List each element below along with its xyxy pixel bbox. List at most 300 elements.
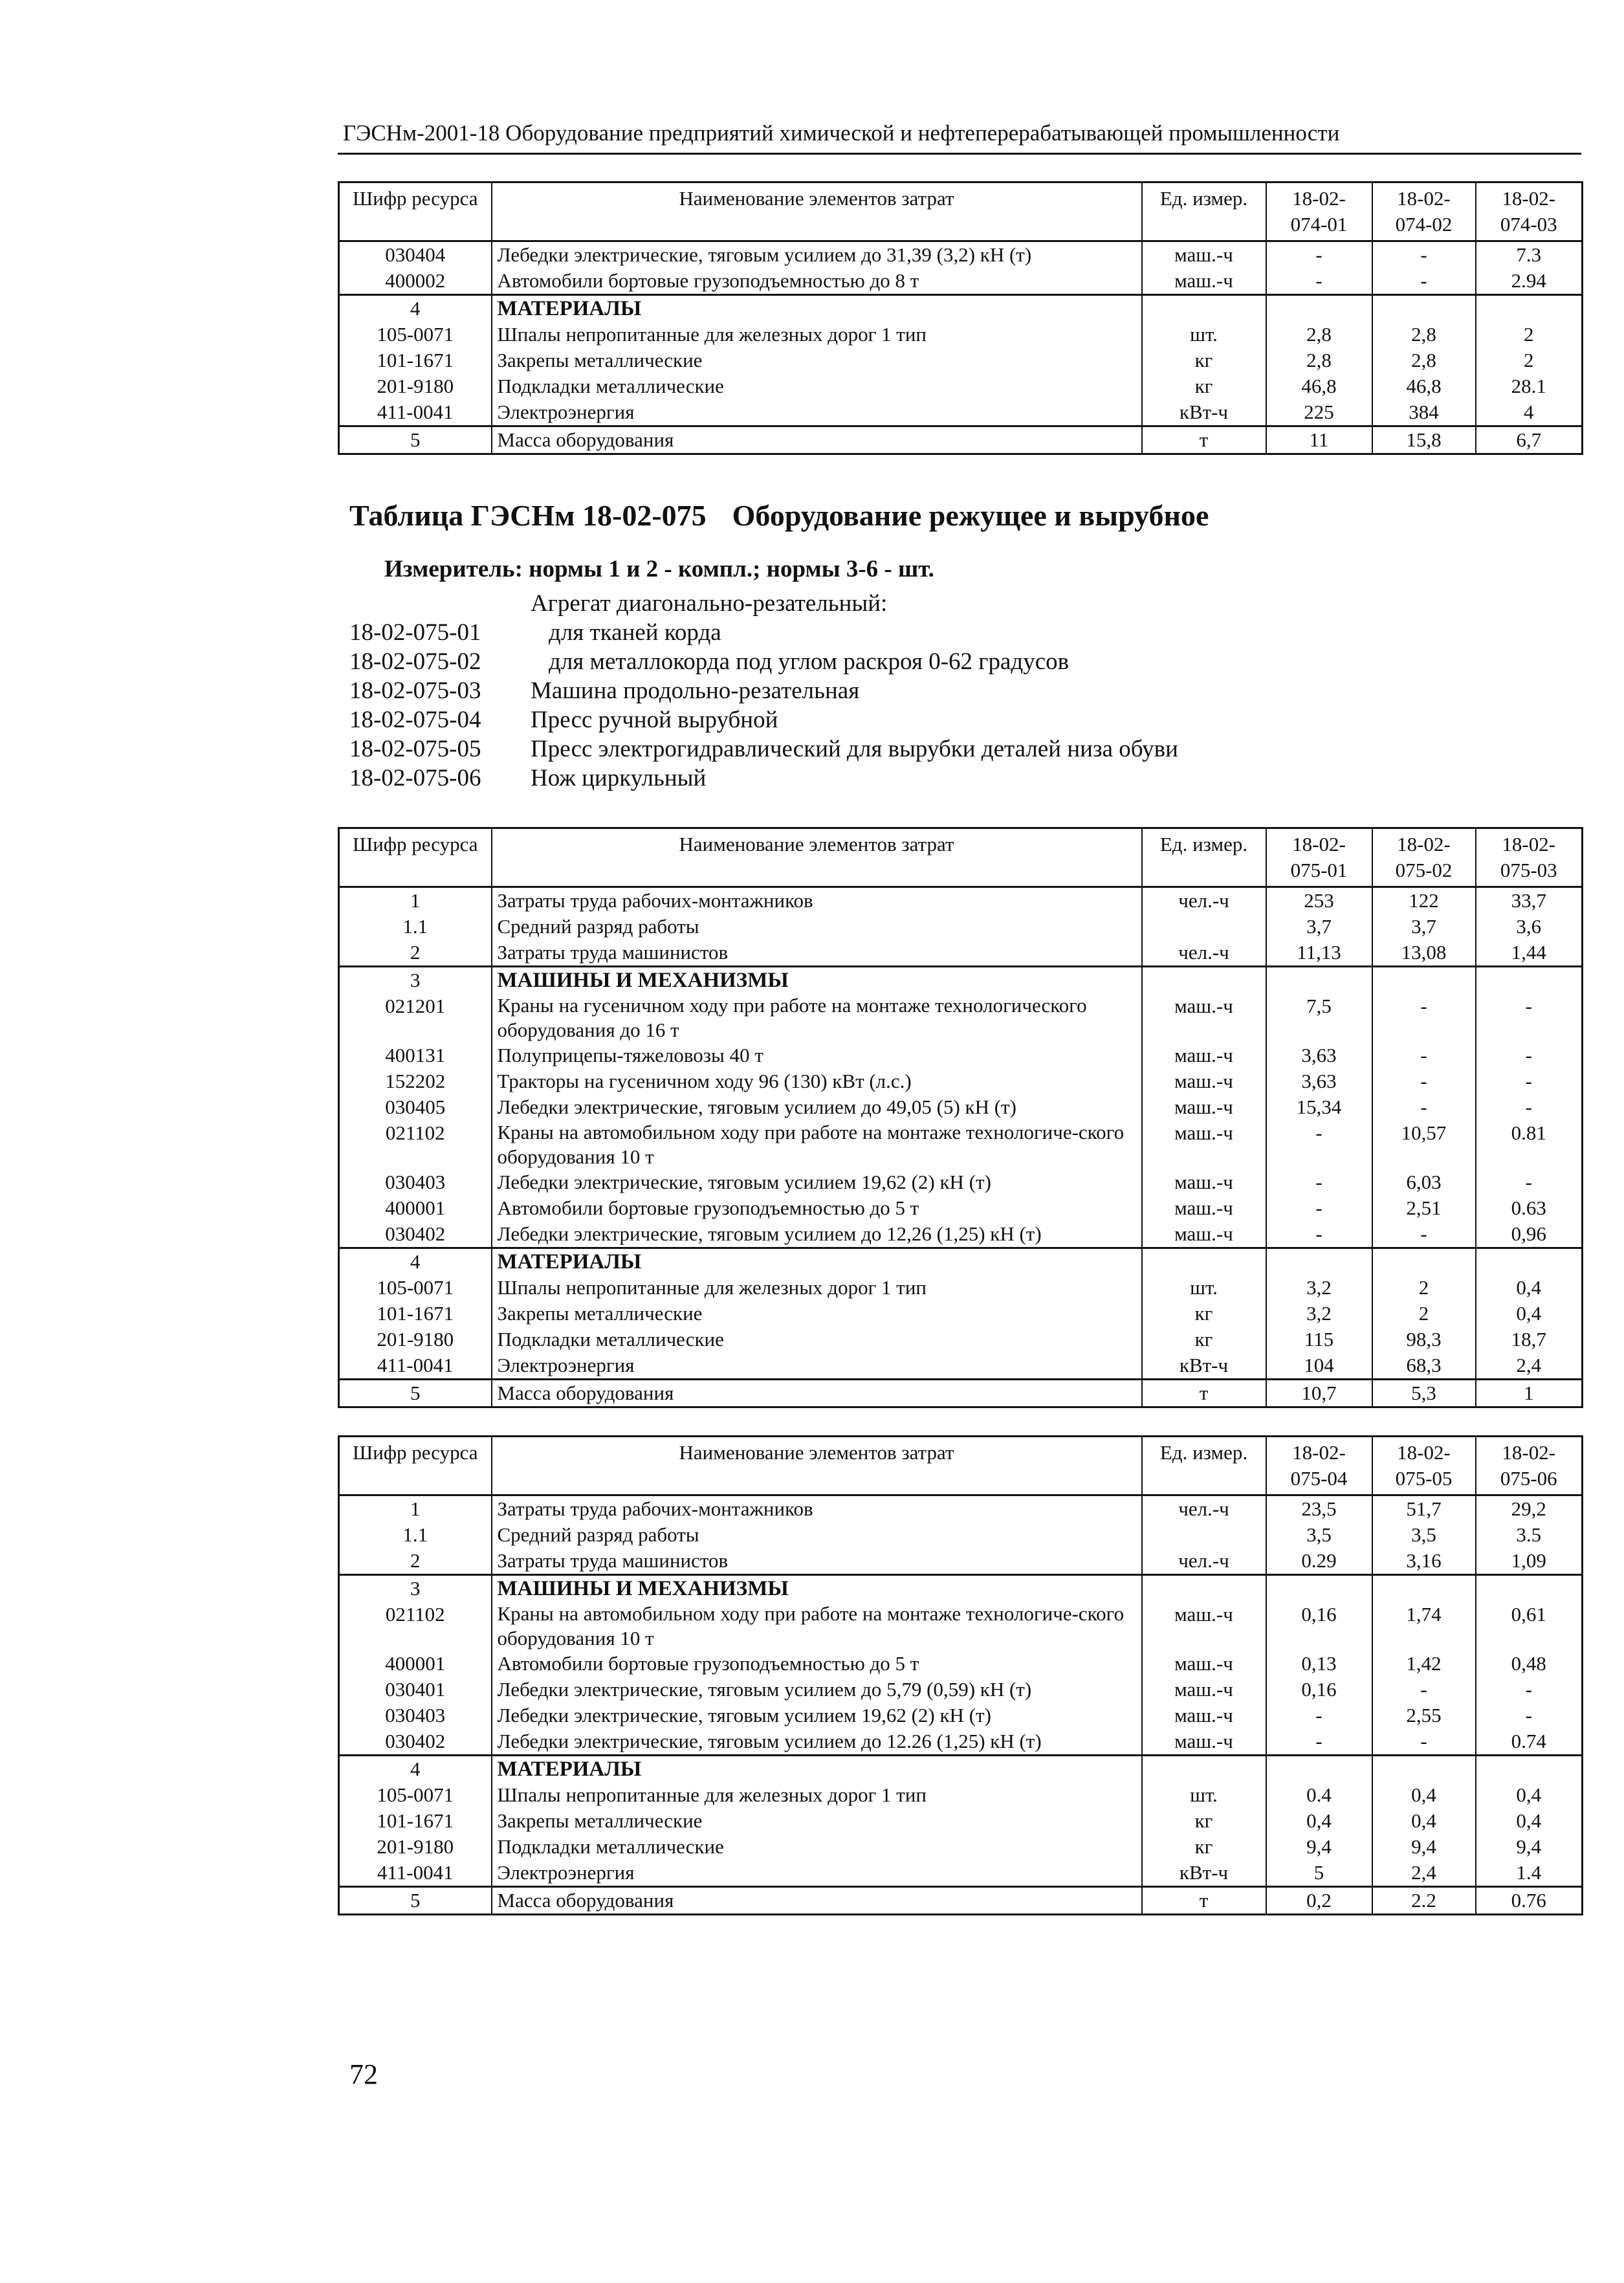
cell-name: Полуприцепы-тяжеловозы 40 т: [492, 1042, 1142, 1068]
cell-value: 0,4: [1476, 1301, 1583, 1327]
cell-name: Средний разряд работы: [492, 1522, 1142, 1548]
cell-unit: чел.-ч: [1142, 940, 1266, 967]
table-row: [339, 1042, 1583, 1068]
cell-value: 11: [1266, 426, 1372, 454]
table-row: [339, 1120, 1583, 1169]
cell-value: 1: [1476, 1380, 1583, 1407]
table-row: [339, 1495, 1583, 1523]
cell-unit: маш.-ч: [1142, 1169, 1266, 1195]
table-row: [339, 914, 1583, 940]
cell-value: 2,8: [1372, 347, 1476, 373]
table-row: [339, 1756, 1583, 1783]
cell-value: 0.4: [1266, 1782, 1372, 1808]
cell-value: 2,8: [1266, 347, 1372, 373]
table-row: [339, 1094, 1583, 1120]
cell-unit: кг: [1142, 1301, 1266, 1327]
cell-unit: чел.-ч: [1142, 887, 1266, 914]
cell-unit: шт.: [1142, 1275, 1266, 1301]
cell-value: -: [1372, 268, 1476, 295]
table-row: [339, 241, 1583, 269]
cell-value: 3,2: [1266, 1301, 1372, 1327]
spec-code: 18-02-075-05: [349, 736, 481, 762]
cell-value: 225: [1266, 399, 1372, 426]
cell-code: 101-1671: [339, 1808, 492, 1834]
cell-code: 030403: [339, 1703, 492, 1728]
cell-unit: [1142, 1248, 1266, 1275]
cell-code: 400002: [339, 268, 492, 295]
cell-name: Средний разряд работы: [492, 914, 1142, 940]
cell-code: 105-0071: [339, 1275, 492, 1301]
cell-code: 4: [339, 295, 492, 322]
cell-value: -: [1372, 1042, 1476, 1068]
col-header-norm-line1: 18-02-: [1502, 833, 1556, 855]
col-header-norm-line1: 18-02-: [1292, 833, 1346, 855]
cell-code: 4: [339, 1248, 492, 1275]
spec-code: 18-02-075-04: [349, 707, 481, 733]
cell-value: [1266, 967, 1372, 994]
col-header-norm: [1476, 828, 1583, 887]
table-row: [339, 940, 1583, 967]
cell-code: 030402: [339, 1221, 492, 1248]
col-header-norm: [1266, 828, 1372, 887]
cell-name: Электроэнергия: [492, 1860, 1142, 1887]
table-row: [339, 967, 1583, 994]
table-row: [339, 1834, 1583, 1860]
cell-value: 0,13: [1266, 1651, 1372, 1677]
cell-value: 0,4: [1476, 1808, 1583, 1834]
table-row: [339, 1887, 1583, 1915]
col-header-norm-line1: 18-02-: [1502, 187, 1556, 210]
cell-value: [1372, 295, 1476, 322]
cell-unit: маш.-ч: [1142, 1651, 1266, 1677]
cell-value: [1372, 1575, 1476, 1602]
table-row: [339, 1352, 1583, 1380]
cell-unit: маш.-ч: [1142, 241, 1266, 269]
cell-name: Затраты труда машинистов: [492, 940, 1142, 967]
cell-unit: [1142, 914, 1266, 940]
cell-value: 0,61: [1476, 1602, 1583, 1651]
cell-unit: чел.-ч: [1142, 1548, 1266, 1575]
cell-name: Масса оборудования: [492, 1380, 1142, 1407]
cell-value: 1,09: [1476, 1548, 1583, 1575]
table-075-b: [338, 1435, 1583, 1915]
spec-text: для металлокорда под углом раскроя 0-62 градусов: [549, 648, 1070, 675]
cell-value: -: [1476, 1169, 1583, 1195]
cell-code: 411-0041: [339, 1352, 492, 1380]
cell-unit: кг: [1142, 1834, 1266, 1860]
cell-name: Шпалы непропитанные для железных дорог 1 тип: [492, 1275, 1142, 1301]
cell-name: Лебедки электрические, тяговым усилием до 12.26 (1,25) кН (т): [492, 1728, 1142, 1756]
cell-value: [1372, 1248, 1476, 1275]
cell-value: 4: [1476, 399, 1583, 426]
cell-unit: маш.-ч: [1142, 1602, 1266, 1651]
cell-value: 10,7: [1266, 1380, 1372, 1407]
cell-code: 152202: [339, 1068, 492, 1094]
spec-row: [349, 705, 1178, 734]
cell-name: Электроэнергия: [492, 1352, 1142, 1380]
cell-value: 15,34: [1266, 1094, 1372, 1120]
cell-name: Закрепы металлические: [492, 1301, 1142, 1327]
cell-value: 2,55: [1372, 1703, 1476, 1728]
cell-unit: маш.-ч: [1142, 1042, 1266, 1068]
col-header-name: Наименование элементов затрат: [492, 182, 1142, 241]
cell-value: 5,3: [1372, 1380, 1476, 1407]
cell-value: 0.74: [1476, 1728, 1583, 1756]
cell-value: 3,2: [1266, 1275, 1372, 1301]
cell-value: [1476, 1756, 1583, 1783]
cell-name: Закрепы металлические: [492, 347, 1142, 373]
cell-value: 9,4: [1372, 1834, 1476, 1860]
measure-line: Измеритель: нормы 1 и 2 - компл.; нормы 3-6 - шт.: [384, 556, 934, 582]
cell-value: [1266, 295, 1372, 322]
table-row: [339, 1301, 1583, 1327]
cell-value: 3,63: [1266, 1068, 1372, 1094]
cell-value: 253: [1266, 887, 1372, 914]
cell-value: 122: [1372, 887, 1476, 914]
cell-code: 400001: [339, 1651, 492, 1677]
cell-code: 3: [339, 967, 492, 994]
spec-text: Машина продольно-резательная: [531, 678, 860, 704]
spec-row: [349, 647, 1178, 676]
table-row: [339, 1169, 1583, 1195]
cell-value: 98,3: [1372, 1327, 1476, 1352]
cell-value: -: [1266, 1728, 1372, 1756]
table-row: [339, 993, 1583, 1042]
table-row: [339, 347, 1583, 373]
cell-code: 101-1671: [339, 347, 492, 373]
cell-value: 3,16: [1372, 1548, 1476, 1575]
cell-unit: маш.-ч: [1142, 1068, 1266, 1094]
cell-unit: шт.: [1142, 1782, 1266, 1808]
col-header-norm-line1: 18-02-: [1292, 1441, 1346, 1464]
cell-value: 0.63: [1476, 1195, 1583, 1221]
table-header-row: [339, 828, 1583, 887]
cell-unit: маш.-ч: [1142, 268, 1266, 295]
cell-name: Лебедки электрические, тяговым усилием до 5,79 (0,59) кН (т): [492, 1677, 1142, 1703]
cell-name: Затраты труда машинистов: [492, 1548, 1142, 1575]
table-row: [339, 1380, 1583, 1407]
table-row: [339, 1808, 1583, 1834]
cell-name: Закрепы металлические: [492, 1808, 1142, 1834]
cell-value: -: [1372, 1094, 1476, 1120]
cell-value: -: [1266, 1120, 1372, 1169]
cell-name: Шпалы непропитанные для железных дорог 1 тип: [492, 1782, 1142, 1808]
table-title-number: Таблица ГЭСНм 18-02-075: [349, 499, 707, 532]
cell-unit: шт.: [1142, 322, 1266, 347]
cell-value: 9,4: [1266, 1834, 1372, 1860]
cell-name: Лебедки электрические, тяговым усилием до 12,26 (1,25) кН (т): [492, 1221, 1142, 1248]
cell-value: 1,42: [1372, 1651, 1476, 1677]
col-header-norm-line2: 075-05: [1395, 1467, 1453, 1490]
cell-unit: маш.-ч: [1142, 1120, 1266, 1169]
cell-value: 46,8: [1266, 373, 1372, 399]
cell-value: 0,16: [1266, 1602, 1372, 1651]
cell-value: 0,4: [1372, 1782, 1476, 1808]
cell-value: -: [1476, 1094, 1583, 1120]
cell-unit: [1142, 295, 1266, 322]
cell-code: 1.1: [339, 1522, 492, 1548]
table-header-row: [339, 182, 1583, 241]
cell-code: 030405: [339, 1094, 492, 1120]
cell-name: Краны на гусеничном ходу при работе на монтаже технологического оборудования до 16 т: [492, 993, 1142, 1042]
cell-value: -: [1476, 993, 1583, 1042]
table-row: [339, 1782, 1583, 1808]
table-row: [339, 1221, 1583, 1248]
cell-unit: кг: [1142, 373, 1266, 399]
spec-text: для тканей корда: [549, 619, 721, 646]
cell-value: 33,7: [1476, 887, 1583, 914]
cell-name: Лебедки электрические, тяговым усилием до 31,39 (3,2) кН (т): [492, 241, 1142, 269]
cell-name: Подкладки металлические: [492, 373, 1142, 399]
spec-code: 18-02-075-01: [349, 619, 481, 646]
cell-unit: [1142, 967, 1266, 994]
cell-value: 3.5: [1476, 1522, 1583, 1548]
table-075-a: [338, 827, 1583, 1408]
cell-value: [1476, 1575, 1583, 1602]
cell-code: 5: [339, 1887, 492, 1915]
cell-code: 3: [339, 1575, 492, 1602]
cell-name: Лебедки электрические, тяговым усилием 19,62 (2) кН (т): [492, 1169, 1142, 1195]
cell-code: 101-1671: [339, 1301, 492, 1327]
cell-name: Краны на автомобильном ходу при работе на монтаже технологиче-ского оборудования 10 т: [492, 1602, 1142, 1651]
col-header-norm: [1372, 1437, 1476, 1495]
cell-name: Масса оборудования: [492, 1887, 1142, 1915]
cell-value: 2.94: [1476, 268, 1583, 295]
cell-value: 3,7: [1372, 914, 1476, 940]
cell-code: 5: [339, 1380, 492, 1407]
cell-unit: [1142, 1575, 1266, 1602]
cell-value: 0,2: [1266, 1887, 1372, 1915]
cell-unit: кг: [1142, 347, 1266, 373]
cell-value: 0,48: [1476, 1651, 1583, 1677]
cell-value: -: [1266, 1169, 1372, 1195]
col-header-code: Шифр ресурса: [339, 182, 492, 241]
cell-value: -: [1266, 1195, 1372, 1221]
table-row: [339, 322, 1583, 347]
cell-value: 3,5: [1372, 1522, 1476, 1548]
cell-value: 2.2: [1372, 1887, 1476, 1915]
cell-value: 6,03: [1372, 1169, 1476, 1195]
table-row: [339, 1327, 1583, 1352]
cell-value: -: [1266, 1703, 1372, 1728]
cell-code: 1.1: [339, 914, 492, 940]
col-header-code: Шифр ресурса: [339, 828, 492, 887]
cell-name: МАШИНЫ И МЕХАНИЗМЫ: [492, 967, 1142, 994]
cell-value: 2: [1372, 1275, 1476, 1301]
cell-value: 115: [1266, 1327, 1372, 1352]
cell-value: [1476, 295, 1583, 322]
cell-value: [1266, 1575, 1372, 1602]
table-row: [339, 1248, 1583, 1275]
cell-value: -: [1372, 1728, 1476, 1756]
page-header: ГЭСНм-2001-18 Оборудование предприятий химической и нефтеперерабатывающей промышленности: [343, 120, 1340, 146]
cell-name: Подкладки металлические: [492, 1327, 1142, 1352]
spec-code-blank: [349, 589, 531, 618]
cell-unit: маш.-ч: [1142, 1195, 1266, 1221]
col-header-name: Наименование элементов затрат: [492, 1437, 1142, 1495]
col-header-name: Наименование элементов затрат: [492, 828, 1142, 887]
cell-value: 15,8: [1372, 426, 1476, 454]
table-row: [339, 1068, 1583, 1094]
col-header-norm-line2: 075-06: [1500, 1467, 1557, 1490]
cell-code: 021102: [339, 1120, 492, 1169]
cell-value: 0.76: [1476, 1887, 1583, 1915]
cell-name: МАШИНЫ И МЕХАНИЗМЫ: [492, 1575, 1142, 1602]
cell-value: 2: [1476, 347, 1583, 373]
cell-unit: кг: [1142, 1808, 1266, 1834]
cell-unit: маш.-ч: [1142, 993, 1266, 1042]
cell-name: Масса оборудования: [492, 426, 1142, 454]
cell-name: Автомобили бортовые грузоподъемностью до 5 т: [492, 1651, 1142, 1677]
cell-value: 28.1: [1476, 373, 1583, 399]
cell-value: 5: [1266, 1860, 1372, 1887]
cell-value: 0,4: [1476, 1782, 1583, 1808]
spec-code: 18-02-075-02: [349, 648, 481, 675]
cell-value: 2,4: [1372, 1860, 1476, 1887]
cell-value: 104: [1266, 1352, 1372, 1380]
cell-name: Краны на автомобильном ходу при работе на монтаже технологиче-ского оборудования 10 т: [492, 1120, 1142, 1169]
cell-code: 201-9180: [339, 373, 492, 399]
cell-value: 7.3: [1476, 241, 1583, 269]
cell-value: 2,8: [1266, 322, 1372, 347]
cell-unit: т: [1142, 1380, 1266, 1407]
col-header-norm-line2: 075-04: [1290, 1467, 1348, 1490]
cell-unit: [1142, 1522, 1266, 1548]
cell-value: -: [1266, 241, 1372, 269]
spec-text: Пресс ручной вырубной: [531, 707, 778, 733]
col-header-unit: Ед. измер.: [1142, 1437, 1266, 1495]
table-row: [339, 399, 1583, 426]
cell-value: -: [1476, 1703, 1583, 1728]
table-row: [339, 268, 1583, 295]
col-header-norm: [1266, 1437, 1372, 1495]
cell-value: 2: [1476, 322, 1583, 347]
cell-value: 0,96: [1476, 1221, 1583, 1248]
cell-code: 105-0071: [339, 1782, 492, 1808]
spec-row: [349, 618, 1178, 647]
cell-value: [1266, 1756, 1372, 1783]
cell-value: 3,7: [1266, 914, 1372, 940]
col-header-norm-line1: 18-02-: [1397, 187, 1451, 210]
spec-text: Нож циркульный: [531, 765, 707, 791]
cell-value: [1372, 967, 1476, 994]
cell-name: Тракторы на гусеничном ходу 96 (130) кВт (л.с.): [492, 1068, 1142, 1094]
cell-unit: т: [1142, 426, 1266, 454]
cell-name: Электроэнергия: [492, 399, 1142, 426]
table-row: [339, 1522, 1583, 1548]
cell-unit: кг: [1142, 1327, 1266, 1352]
cell-name: Шпалы непропитанные для железных дорог 1 тип: [492, 322, 1142, 347]
cell-value: 2,51: [1372, 1195, 1476, 1221]
table-row: [339, 373, 1583, 399]
cell-value: 11,13: [1266, 940, 1372, 967]
page-number: 72: [349, 2058, 378, 2090]
cell-name: Лебедки электрические, тяговым усилием до 49,05 (5) кН (т): [492, 1094, 1142, 1120]
col-header-unit: Ед. измер.: [1142, 182, 1266, 241]
cell-value: 0,16: [1266, 1677, 1372, 1703]
cell-unit: маш.-ч: [1142, 1728, 1266, 1756]
cell-code: 030401: [339, 1677, 492, 1703]
cell-value: 68,3: [1372, 1352, 1476, 1380]
cell-value: 3,6: [1476, 914, 1583, 940]
table-row: [339, 1728, 1583, 1756]
cell-value: 2,4: [1476, 1352, 1583, 1380]
cell-value: -: [1372, 1068, 1476, 1094]
table-row: [339, 1651, 1583, 1677]
cell-value: 23,5: [1266, 1495, 1372, 1523]
cell-value: 1,74: [1372, 1602, 1476, 1651]
cell-code: 1: [339, 1495, 492, 1523]
cell-code: 1: [339, 887, 492, 914]
cell-value: 1.4: [1476, 1860, 1583, 1887]
table-row: [339, 1195, 1583, 1221]
cell-value: 384: [1372, 399, 1476, 426]
cell-value: 0,4: [1372, 1808, 1476, 1834]
cell-value: -: [1266, 1221, 1372, 1248]
cell-unit: маш.-ч: [1142, 1703, 1266, 1728]
cell-unit: маш.-ч: [1142, 1221, 1266, 1248]
col-header-norm-line2: 075-02: [1395, 859, 1453, 881]
cell-name: МАТЕРИАЛЫ: [492, 295, 1142, 322]
cell-unit: маш.-ч: [1142, 1094, 1266, 1120]
col-header-norm: [1476, 1437, 1583, 1495]
cell-value: 29,2: [1476, 1495, 1583, 1523]
spec-group-row: [349, 589, 1178, 618]
cell-unit: кВт-ч: [1142, 1352, 1266, 1380]
col-header-norm-line1: 18-02-: [1502, 1441, 1556, 1464]
spec-code: 18-02-075-06: [349, 765, 481, 791]
cell-code: 201-9180: [339, 1834, 492, 1860]
col-header-norm-line2: 075-01: [1290, 859, 1348, 881]
cell-name: Подкладки металлические: [492, 1834, 1142, 1860]
cell-unit: кВт-ч: [1142, 399, 1266, 426]
cell-code: 2: [339, 940, 492, 967]
header-rule: [338, 153, 1581, 155]
col-header-norm-line1: 18-02-: [1397, 833, 1451, 855]
cell-code: 2: [339, 1548, 492, 1575]
col-header-norm-line2: 074-01: [1290, 213, 1348, 236]
cell-code: 030402: [339, 1728, 492, 1756]
col-header-norm: [1372, 828, 1476, 887]
cell-value: 9,4: [1476, 1834, 1583, 1860]
table-row: [339, 1677, 1583, 1703]
cell-value: 0.81: [1476, 1120, 1583, 1169]
cell-value: 0,4: [1476, 1275, 1583, 1301]
cell-unit: маш.-ч: [1142, 1677, 1266, 1703]
cell-name: МАТЕРИАЛЫ: [492, 1756, 1142, 1783]
cell-value: 3,63: [1266, 1042, 1372, 1068]
col-header-norm-line2: 074-03: [1500, 213, 1557, 236]
col-header-norm: [1476, 182, 1583, 241]
table-header-row: [339, 1437, 1583, 1495]
cell-code: 021102: [339, 1602, 492, 1651]
spec-group-label: Агрегат диагонально-резательный:: [531, 590, 888, 617]
col-header-unit: Ед. измер.: [1142, 828, 1266, 887]
cell-name: Автомобили бортовые грузоподъемностью до 5 т: [492, 1195, 1142, 1221]
cell-value: -: [1476, 1677, 1583, 1703]
col-header-norm: [1266, 182, 1372, 241]
cell-name: Затраты труда рабочих-монтажников: [492, 887, 1142, 914]
spec-text: Пресс электрогидравлический для вырубки деталей низа обуви: [531, 736, 1178, 762]
cell-code: 201-9180: [339, 1327, 492, 1352]
cell-code: 030404: [339, 241, 492, 269]
table-row: [339, 1602, 1583, 1651]
spec-row: [349, 764, 1178, 793]
cell-value: 0.29: [1266, 1548, 1372, 1575]
spec-row: [349, 734, 1178, 764]
col-header-norm-line1: 18-02-: [1397, 1441, 1451, 1464]
cell-value: -: [1372, 1677, 1476, 1703]
